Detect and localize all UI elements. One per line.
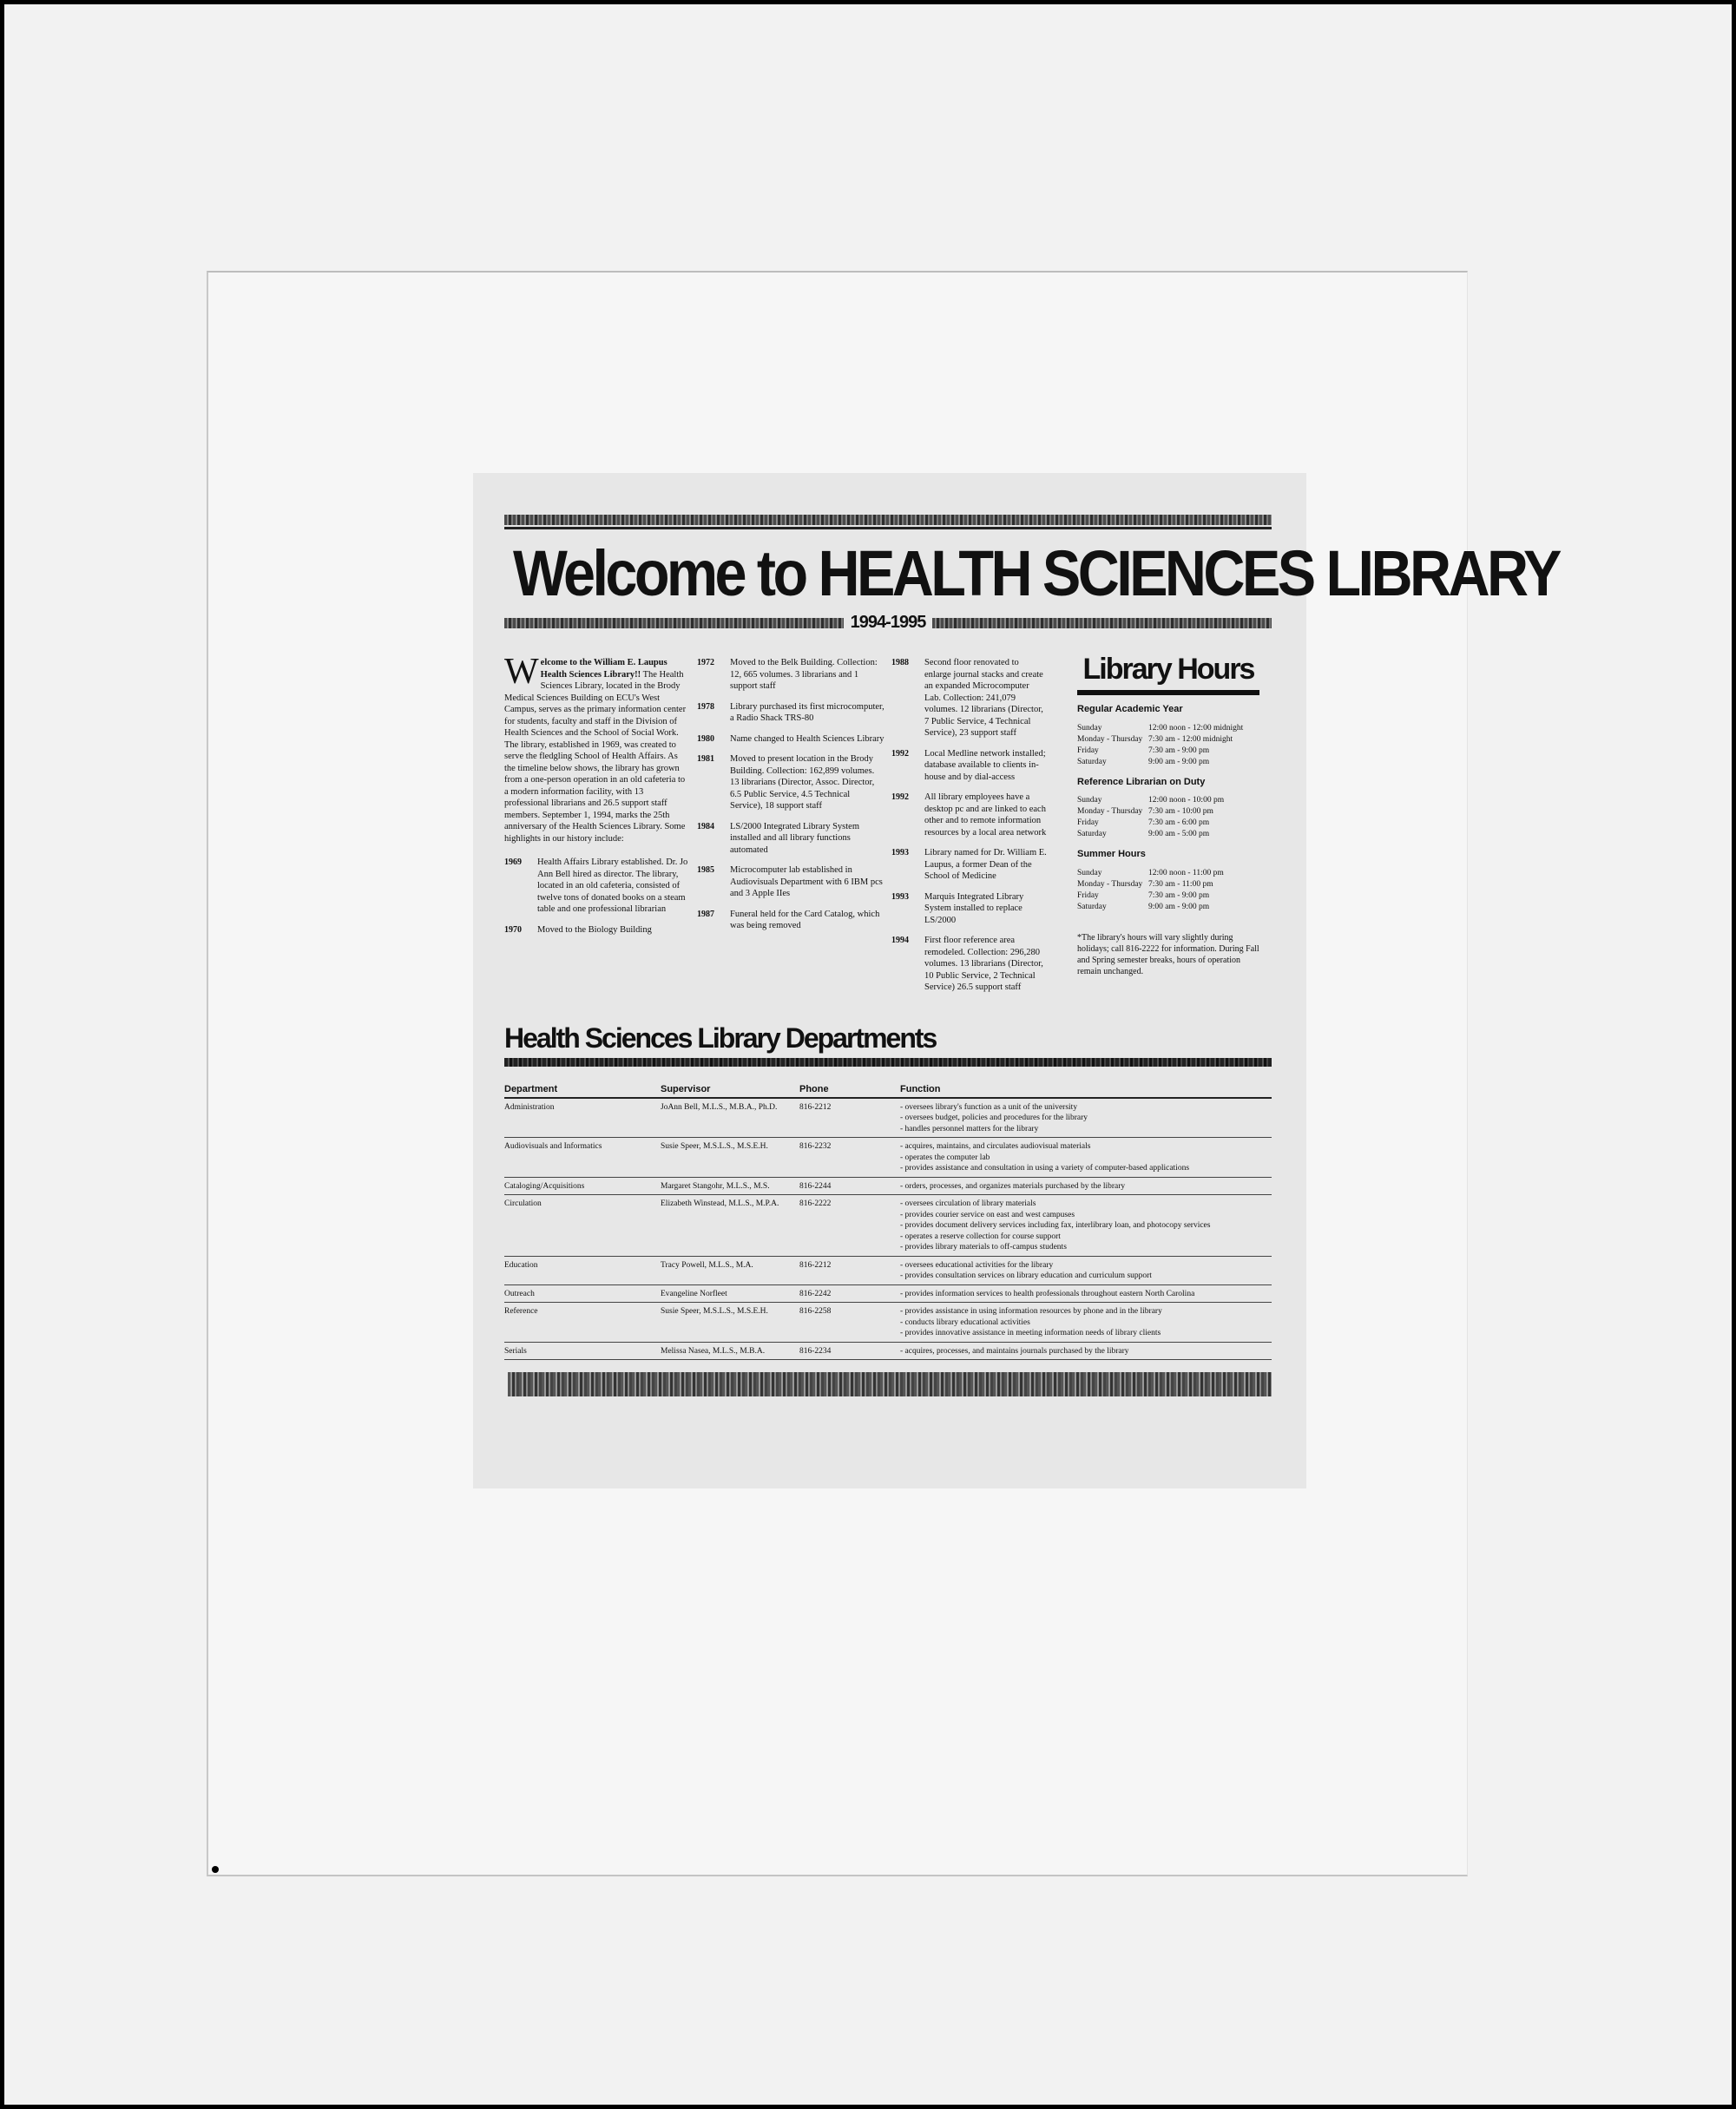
function-item: - operates the computer lab: [900, 1153, 1272, 1164]
function-item: - handles personnel matters for the library: [900, 1124, 1272, 1135]
hours-day: Monday - Thursday: [1077, 734, 1143, 744]
phone-cell: 816-2222: [799, 1195, 900, 1257]
hours-time: 7:30 am - 9:00 pm: [1148, 746, 1210, 755]
timeline-entry: [891, 657, 1048, 739]
hours-time: 12:00 noon - 10:00 pm: [1148, 796, 1225, 805]
timeline-text: Second floor renovated to enlarge journal stacks and create an expanded Microcomputer Lab. Collection: 241,079 volumes. 12 librarians (Director, 7 Public Service, 4 Technical Service), 23 support staff: [924, 658, 1043, 738]
table-row: [504, 1138, 1272, 1178]
intro-text: The Health Sciences Library, located in the Brody Medical Sciences Building on ECU's West Campus, serves as the primary information center for students, faculty and staff in the Division of Health Sciences and the School of Social Work. The library, established in 1969, was created to serve the fledgling School of Health Affairs. As the timeline below shows, the library has grown from a one-person operation in an old cafeteria to a modern information facility, with 13 professional librarians and 26.5 support staff members. September 1, 1994, marks the 25th anniversary of the Health Sciences Library. Some highlights in our history include:: [504, 669, 687, 844]
table-row: [504, 1195, 1272, 1257]
timeline-text: Library purchased its first microcomputer, a Radio Shack TRS-80: [730, 701, 884, 723]
function-item: - provides library materials to off-campus students: [900, 1242, 1272, 1253]
year-label: 1994-1995: [850, 613, 926, 632]
table-row: [504, 1284, 1272, 1303]
top-thin-rule: [504, 527, 1272, 529]
function-item: - provides courier service on east and west campuses: [900, 1210, 1272, 1221]
function-item: - oversees educational activities for the library: [900, 1260, 1272, 1271]
content-columns: [504, 652, 1272, 1022]
function-cell: [900, 1342, 1272, 1360]
function-list: [900, 1346, 1272, 1357]
hours-time: 7:30 am - 11:00 pm: [1148, 879, 1213, 889]
department-cell: Circulation: [504, 1195, 661, 1257]
supervisor-cell: Melissa Nasea, M.L.S., M.B.A.: [661, 1342, 799, 1360]
header-function: Function: [900, 1082, 1272, 1098]
department-cell: Reference: [504, 1303, 661, 1343]
timeline-text: Funeral held for the Card Catalog, which was being removed: [730, 909, 880, 930]
phone-cell: 816-2212: [799, 1256, 900, 1284]
hours-day: Friday: [1077, 746, 1099, 755]
hours-rule: [1077, 690, 1259, 695]
phone-cell: 816-2258: [799, 1303, 900, 1343]
hours-note: *The library's hours will vary slightly during holidays; call 816-2222 for information. During Fall and Spring semester breaks, hours of operation remain unchanged.: [1077, 932, 1259, 976]
departments-table: [504, 1082, 1272, 1360]
intro-lead: elcome to the William E. Laupus Health Sciences Library!!: [540, 658, 667, 680]
header-supervisor: Supervisor: [661, 1082, 799, 1098]
hours-time: 7:30 am - 6:00 pm: [1148, 818, 1210, 827]
hours-day: Saturday: [1077, 830, 1107, 838]
intro-column: [504, 652, 688, 944]
function-list: [900, 1141, 1272, 1174]
timeline-entry: [504, 924, 688, 936]
supervisor-cell: Margaret Stangohr, M.L.S., M.S.: [661, 1177, 799, 1195]
timeline-year: 1969: [504, 857, 522, 867]
hours-row: [1077, 818, 1259, 829]
function-list: [900, 1306, 1272, 1339]
timeline-text: Microcomputer lab established in Audiovisuals Department with 6 IBM pcs and 3 Apple IIes: [730, 865, 883, 898]
timeline-entry: [697, 701, 884, 725]
timeline-entry: [504, 857, 688, 916]
timeline-year: 1992: [891, 792, 909, 802]
department-cell: Education: [504, 1256, 661, 1284]
hours-row: [1077, 746, 1259, 757]
supervisor-cell: Evangeline Norfleet: [661, 1284, 799, 1303]
phone-cell: 816-2242: [799, 1284, 900, 1303]
timeline-text: Library named for Dr. William E. Laupus, a former Dean of the School of Medicine: [924, 848, 1047, 881]
hours-row: [1077, 723, 1259, 734]
hours-day: Sunday: [1077, 796, 1102, 805]
timeline-year: 1985: [697, 865, 714, 875]
function-item: - provides assistance in using information resources by phone and in the library: [900, 1306, 1272, 1317]
hours-time: 9:00 am - 9:00 pm: [1148, 757, 1210, 766]
function-cell: [900, 1256, 1272, 1284]
timeline-entry: [891, 792, 1048, 838]
bottom-rule: [508, 1372, 1272, 1396]
scan-mark: [212, 1866, 219, 1873]
header-department: Department: [504, 1082, 661, 1098]
function-list: [900, 1289, 1272, 1300]
function-item: - provides document delivery services including fax, interlibrary loan, and photocopy services: [900, 1220, 1272, 1232]
hours-day: Sunday: [1077, 723, 1102, 733]
timeline-text: Health Affairs Library established. Dr. Jo Ann Bell hired as director. The library, located in an old cafeteria, consisted of twelve tons of donated books on a steam table and one professional librarian: [537, 857, 688, 914]
hours-day: Saturday: [1077, 757, 1107, 766]
hours-row: [1077, 879, 1259, 890]
supervisor-cell: Susie Speer, M.S.L.S., M.S.E.H.: [661, 1138, 799, 1178]
supervisor-cell: JoAnn Bell, M.L.S., M.B.A., Ph.D.: [661, 1098, 799, 1138]
hours-title: Library Hours: [1082, 653, 1254, 686]
function-item: - acquires, processes, and maintains journals purchased by the library: [900, 1346, 1272, 1357]
function-cell: [900, 1138, 1272, 1178]
timeline-entry: [697, 657, 884, 693]
supervisor-cell: Elizabeth Winstead, M.L.S., M.P.A.: [661, 1195, 799, 1257]
timeline-text: LS/2000 Integrated Library System installed and all library functions automated: [730, 821, 860, 855]
timeline-year: 1981: [697, 754, 714, 764]
timeline-col3: [891, 657, 1048, 1002]
timeline-text: Local Medline network installed; database available to clients in-house and by dial-access: [924, 748, 1046, 782]
timeline-year: 1993: [891, 848, 909, 857]
table-row: [504, 1256, 1272, 1284]
timeline-entry: [697, 733, 884, 746]
table-row: [504, 1342, 1272, 1360]
hours-time: 12:00 noon - 11:00 pm: [1148, 868, 1224, 877]
function-item: - acquires, maintains, and circulates audiovisual materials: [900, 1141, 1272, 1153]
hours-row: [1077, 806, 1259, 818]
timeline-entry: [697, 864, 884, 900]
hours-time: 7:30 am - 9:00 pm: [1148, 890, 1210, 900]
hours-sections: [1077, 704, 1259, 913]
department-cell: Serials: [504, 1342, 661, 1360]
timeline-text: Marquis Integrated Library System installed to replace LS/2000: [924, 891, 1024, 925]
function-item: - provides innovative assistance in meeting information needs of library clients: [900, 1328, 1272, 1339]
function-item: - oversees library's function as a unit of the university: [900, 1102, 1272, 1114]
timeline-text: Moved to the Belk Building. Collection: 12, 665 volumes. 3 librarians and 1 support staff: [730, 658, 878, 691]
timeline-text: All library employees have a desktop pc and are linked to each other and to remote information resources by a local area network: [924, 792, 1047, 838]
timeline-year: 1984: [697, 821, 714, 831]
function-list: [900, 1199, 1272, 1253]
function-item: - oversees budget, policies and procedures for the library: [900, 1113, 1272, 1124]
phone-cell: 816-2232: [799, 1138, 900, 1178]
timeline-entry: [891, 847, 1048, 883]
supervisor-cell: Tracy Powell, M.L.S., M.A.: [661, 1256, 799, 1284]
function-cell: [900, 1303, 1272, 1343]
hours-time: 7:30 am - 10:00 pm: [1148, 807, 1213, 816]
function-item: - orders, processes, and organizes materials purchased by the library: [900, 1181, 1272, 1192]
table-row: [504, 1098, 1272, 1138]
function-cell: [900, 1284, 1272, 1303]
phone-cell: 816-2212: [799, 1098, 900, 1138]
hours-heading: Reference Librarian on Duty: [1077, 776, 1206, 787]
department-cell: Cataloging/Acquisitions: [504, 1177, 661, 1195]
department-cell: Outreach: [504, 1284, 661, 1303]
timeline-col2: [697, 657, 884, 941]
supervisor-cell: Susie Speer, M.S.L.S., M.S.E.H.: [661, 1303, 799, 1343]
function-list: [900, 1260, 1272, 1282]
timeline-col1: [504, 857, 688, 936]
function-list: [900, 1102, 1272, 1135]
hours-day: Friday: [1077, 818, 1099, 827]
hours-row: [1077, 868, 1259, 879]
department-cell: Audiovisuals and Informatics: [504, 1138, 661, 1178]
table-row: [504, 1303, 1272, 1343]
table-header-row: [504, 1082, 1272, 1098]
hours-row: [1077, 734, 1259, 746]
timeline-year: 1972: [697, 658, 714, 667]
department-cell: Administration: [504, 1098, 661, 1138]
function-item: - provides consultation services on library education and curriculum support: [900, 1271, 1272, 1282]
hours-row: [1077, 795, 1259, 806]
hours-row: [1077, 890, 1259, 902]
drop-cap: W: [504, 652, 539, 692]
library-hours: [1077, 653, 1259, 977]
hours-day: Saturday: [1077, 902, 1107, 911]
hours-time: 9:00 am - 9:00 pm: [1148, 902, 1210, 911]
intro-paragraph: [504, 652, 688, 844]
departments-rule: [504, 1058, 1272, 1067]
timeline-text: First floor reference area remodeled. Collection: 296,280 volumes. 13 librarians (Director, 10 Public Service, 2 Technical Service) 26.5 support staff: [924, 936, 1043, 992]
timeline-text: Moved to the Biology Building: [537, 924, 652, 935]
hours-day: Monday - Thursday: [1077, 879, 1143, 889]
function-item: - conducts library educational activities: [900, 1317, 1272, 1329]
timeline-year: 1978: [697, 701, 714, 712]
timeline-year: 1970: [504, 924, 522, 935]
timeline-entry: [697, 821, 884, 857]
function-item: - oversees circulation of library materials: [900, 1199, 1272, 1210]
function-cell: [900, 1098, 1272, 1138]
function-item: - provides assistance and consultation in using a variety of computer-based applications: [900, 1163, 1272, 1174]
year-rule-right: [932, 618, 1272, 628]
hours-row: [1077, 902, 1259, 913]
departments-title: Health Sciences Library Departments: [504, 1022, 937, 1054]
timeline-entry: [891, 891, 1048, 927]
hours-row: [1077, 829, 1259, 840]
timeline-year: 1993: [891, 891, 909, 902]
hours-heading: Summer Hours: [1077, 849, 1146, 859]
year-row: [504, 613, 1272, 633]
hours-day: Sunday: [1077, 868, 1102, 877]
hours-time: 12:00 noon - 12:00 midnight: [1148, 723, 1244, 733]
top-rule: [504, 515, 1272, 525]
timeline-year: 1992: [891, 748, 909, 759]
timeline-entry: [697, 753, 884, 812]
hours-time: 9:00 am - 5:00 pm: [1148, 830, 1210, 838]
function-list: [900, 1181, 1272, 1192]
table-row: [504, 1177, 1272, 1195]
hours-time: 7:30 am - 12:00 midnight: [1148, 734, 1233, 744]
hours-row: [1077, 757, 1259, 768]
function-item: - provides information services to health professionals throughout eastern North Carolina: [900, 1289, 1272, 1300]
header-phone: Phone: [799, 1082, 900, 1098]
page-title: Welcome to HEALTH SCIENCES LIBRARY: [513, 537, 1559, 609]
phone-cell: 816-2244: [799, 1177, 900, 1195]
hours-heading: Regular Academic Year: [1077, 704, 1183, 714]
timeline-year: 1987: [697, 909, 714, 919]
function-cell: [900, 1177, 1272, 1195]
timeline-year: 1980: [697, 733, 714, 744]
hours-day: Monday - Thursday: [1077, 807, 1143, 816]
year-rule-left: [504, 618, 844, 628]
timeline-entry: [891, 748, 1048, 784]
timeline-year: 1994: [891, 936, 909, 945]
document-page: [473, 473, 1559, 1488]
timeline-entry: [697, 909, 884, 932]
timeline-text: Moved to present location in the Brody Building. Collection: 162,899 volumes. 13 librarians (Director, Assoc. Director, 6.5 Public Service, 4.5 Technical Service), 18 support staff: [730, 754, 875, 811]
function-cell: [900, 1195, 1272, 1257]
phone-cell: 816-2234: [799, 1342, 900, 1360]
timeline-text: Name changed to Health Sciences Library: [730, 733, 884, 744]
timeline-entry: [891, 935, 1048, 994]
function-item: - operates a reserve collection for course support: [900, 1232, 1272, 1243]
timeline-year: 1988: [891, 658, 909, 667]
hours-day: Friday: [1077, 890, 1099, 900]
